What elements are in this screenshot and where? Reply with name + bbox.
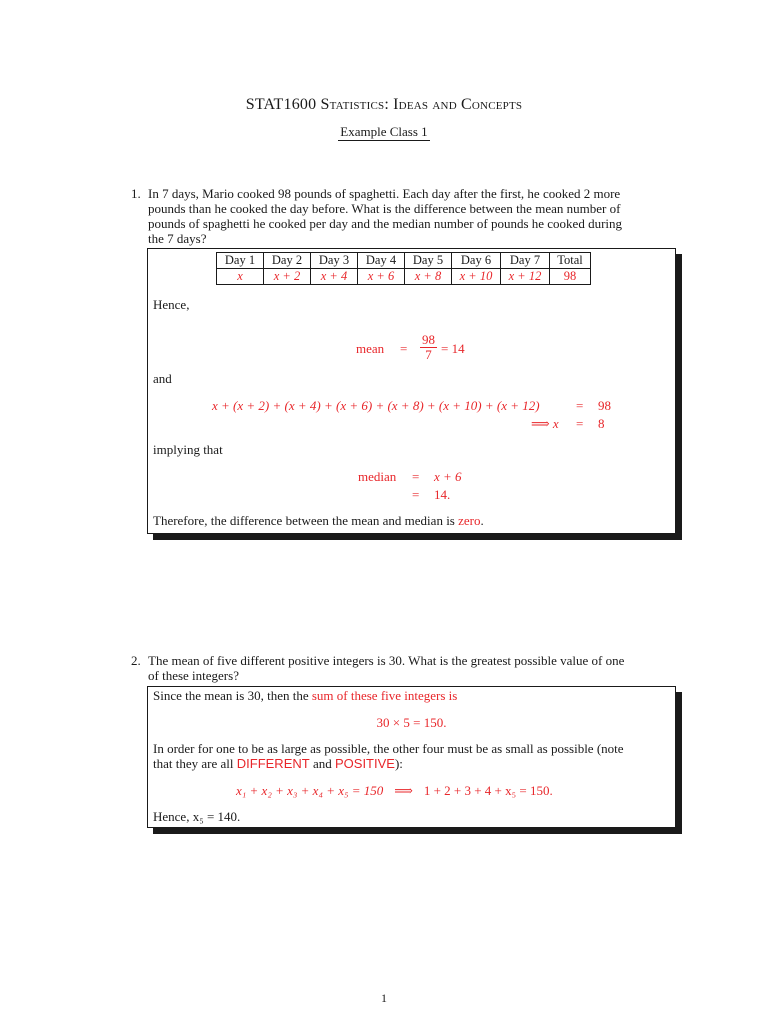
q2-paragraph-end: ): (394, 756, 403, 771)
q1-line: pounds than he cooked the day before. What is the difference between the mean number of (148, 201, 621, 216)
positive-highlight: POSITIVE (334, 756, 395, 771)
q1-line: In 7 days, Mario cooked 98 pounds of spaghetti. Each day after the first, he cooked 2 more (148, 186, 621, 201)
q2-line: of these integers? (148, 668, 239, 683)
median-expression: x + 6 (434, 469, 462, 484)
table-cell: x + 4 (311, 269, 358, 285)
conclusion-answer: zero (458, 513, 481, 528)
q2-intro-text: Since the mean is 30, then the (153, 688, 312, 703)
table-cell: x + 8 (405, 269, 452, 285)
page-number: 1 (381, 991, 387, 1005)
q2-paragraph-text: that they are all (153, 756, 237, 771)
q2-paragraph-line (153, 756, 673, 771)
q2-sum-equation: 30 × 5 = 150. (376, 715, 447, 730)
q1-solution-box (147, 248, 676, 534)
q2-intro (153, 688, 457, 704)
q1-line: the 7 days? (148, 231, 207, 246)
sum-equals: = (576, 398, 584, 413)
x-value: 8 (598, 416, 605, 431)
table-header: Day 2 (264, 253, 311, 269)
course-code: STAT1600 (245, 96, 317, 113)
implies-x: ⟹ x (531, 416, 559, 431)
q2-number: 2. (131, 653, 141, 668)
subtitle-text: Example Class 1 (340, 124, 428, 139)
sum-value: 98 (598, 398, 611, 413)
course-name: Statistics: Ideas and Concepts (320, 96, 523, 113)
document-subtitle (0, 124, 768, 140)
table-cell: 98 (550, 269, 591, 285)
median-value: 14. (434, 487, 451, 502)
median-equals: = (412, 469, 420, 484)
q2-solution-box (147, 686, 676, 828)
q2-and-text: and (309, 756, 335, 771)
q1-text (148, 186, 668, 246)
table-header: Day 6 (452, 253, 501, 269)
q2-text (148, 653, 678, 683)
q2-paragraph (153, 741, 673, 771)
day-table-value-row (217, 269, 591, 285)
table-header: Day 7 (501, 253, 550, 269)
conclusion-period: . (480, 513, 484, 528)
table-cell: x + 2 (264, 269, 311, 285)
mean-label: mean (356, 341, 385, 356)
different-highlight: DIFFERENT (236, 756, 310, 771)
table-header: Total (550, 253, 591, 269)
document-title (0, 96, 768, 114)
table-header: Day 4 (358, 253, 405, 269)
and-label: and (153, 371, 172, 386)
q2-intro-highlight: sum of these five integers is (311, 688, 458, 703)
implying-label: implying that (153, 442, 223, 457)
x-equals: = (576, 416, 584, 431)
q1-line: pounds of spaghetti he cooked per day and the median number of pounds he cooked during (148, 216, 623, 231)
q1-conclusion (153, 513, 484, 529)
table-header: Day 3 (311, 253, 358, 269)
day-table (216, 252, 591, 285)
conclusion-text: Therefore, the difference between the mean and median is (153, 513, 459, 528)
table-header: Day 5 (405, 253, 452, 269)
mean-equals: = (400, 341, 408, 356)
hence-label: Hence, (153, 297, 190, 312)
table-header: Day 1 (217, 253, 264, 269)
fraction-numerator: 98 (422, 332, 435, 347)
q2-equation-row (236, 783, 553, 799)
q2-answer: Hence, x₅ = 140. (153, 809, 241, 824)
q2-equation-left: x₁ + x₂ + x₃ + x₄ + x₅ = 150 (236, 783, 384, 798)
median-label: median (358, 469, 397, 484)
mean-result: = 14 (441, 341, 465, 356)
q2-equation-right: 1 + 2 + 3 + 4 + x₅ = 150. (423, 783, 553, 798)
table-cell: x + 6 (358, 269, 405, 285)
q2-paragraph-line: In order for one to be as large as possible, the other four must be as small as possible (note (153, 741, 624, 756)
table-cell: x + 10 (452, 269, 501, 285)
median-equals: = (412, 487, 420, 502)
table-cell: x (217, 269, 264, 285)
q2-line: The mean of five different positive integers is 30. What is the greatest possible value of one (148, 653, 625, 668)
sum-expression: x + (x + 2) + (x + 4) + (x + 6) + (x + 8) + (x + 10) + (x + 12) (212, 398, 540, 413)
table-cell: x + 12 (501, 269, 550, 285)
q1-number: 1. (131, 186, 141, 201)
fraction-denominator: 7 (425, 347, 432, 362)
implies-arrow: ⟹ (394, 783, 413, 798)
mean-fraction (420, 333, 437, 362)
day-table-header-row (217, 253, 591, 269)
